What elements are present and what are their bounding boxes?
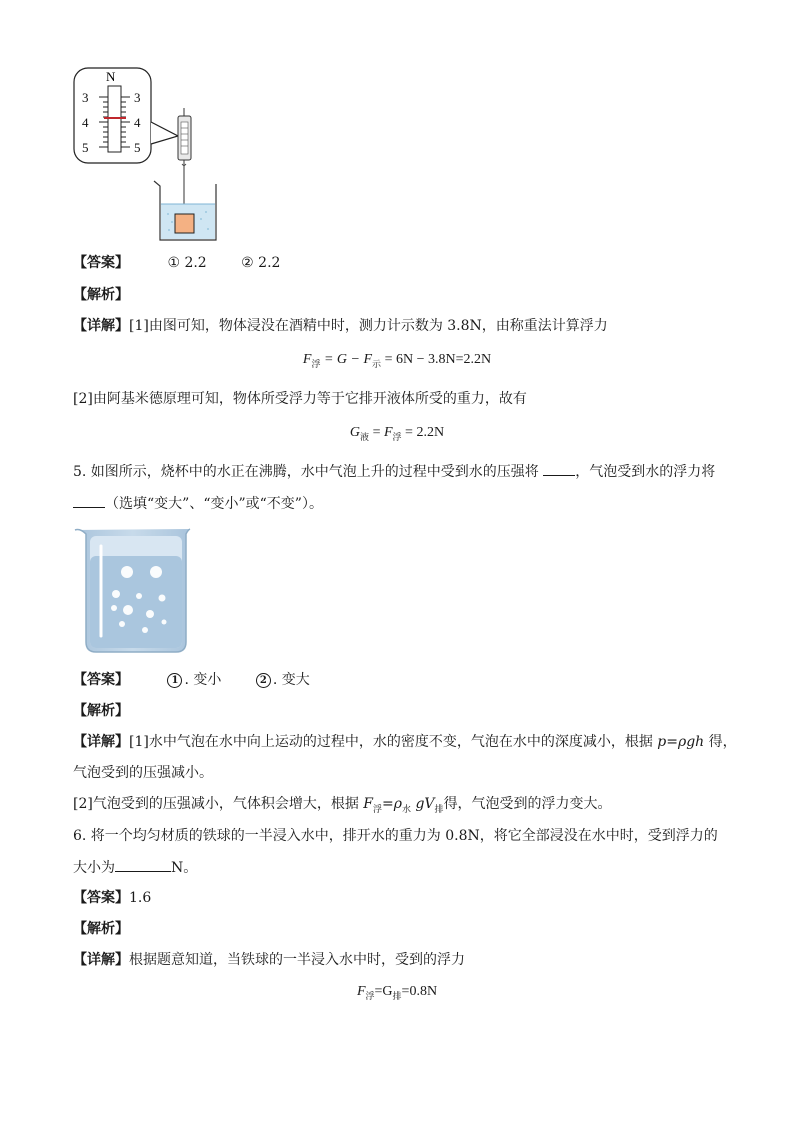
q4-answer-1: ① 2.2: [167, 255, 207, 271]
q5-detail-1c: 气泡受到的压强减小。: [73, 765, 213, 781]
spring-scale-figure: [70, 64, 220, 248]
q5-d2-sub-w: 水: [402, 804, 412, 815]
dial-unit-label: N: [106, 69, 116, 84]
q5-detail-1a: [1]水中气泡在水中向上运动的过程中，水的密度不变，气泡在水中的深度减小，根据: [129, 734, 653, 750]
q6-f-sub-p: 排: [392, 990, 402, 1001]
q4-formula-2: $G_液 = F_浮 = 2.2N$: [349, 425, 445, 442]
q5-d2-gv: gV: [415, 796, 435, 812]
q6-detail-row: [73, 950, 465, 970]
scale-left-4: 4: [82, 115, 89, 130]
q5-question-row-2: [73, 493, 323, 514]
q5-answer-num-1-icon: 1: [167, 673, 182, 688]
q4-analysis-label: 【解析】: [73, 287, 129, 303]
q6-f-mid: =G: [374, 984, 393, 999]
q5-blank-1: [543, 461, 575, 476]
q5-d2-sub-f: 浮: [373, 804, 383, 815]
q4-f1-tail: = 6N − 3.8N=2.2N: [381, 352, 492, 367]
boiling-beaker-figure: [72, 526, 196, 658]
q6-answer-label: 【答案】: [73, 890, 129, 906]
q5-analysis-label: 【解析】: [73, 703, 129, 719]
q5-detail-2-row: [73, 794, 612, 820]
q6-answer-row: [73, 888, 151, 908]
q6-question-b: 大小为: [73, 860, 115, 876]
q4-f1-rest: = G − F: [320, 352, 373, 367]
q4-detail-1-row: [73, 316, 608, 336]
scale-right-4: 4: [134, 115, 141, 130]
q6-formula: $F_浮=G_排=0.8N$: [356, 984, 438, 1001]
q6-question-row-2: [73, 857, 197, 878]
q4-f1-sub-show: 示: [372, 358, 382, 369]
q6-detail-label: 【详解】: [73, 952, 129, 968]
q5-blank-2: [73, 493, 105, 508]
scale-right-5: 5: [134, 140, 141, 155]
q5-detail-1b: 得，: [708, 734, 737, 750]
q4-answer-2: ② 2.2: [241, 255, 281, 271]
q5-question-a: 5. 如图所示，烧杯中的水正在沸腾，水中气泡上升的过程中受到水的压强将: [73, 464, 539, 480]
scale-left-3: 3: [82, 90, 89, 105]
scale-right-3: 3: [134, 90, 141, 105]
q4-detail-1: [1]由图可知，物体浸没在酒精中时，测力计示数为 3.8N，由称重法计算浮力: [129, 318, 608, 334]
q5-detail-1-row: [73, 732, 737, 752]
q5-answer-label: 【答案】: [73, 672, 129, 688]
q5-d2-sub-p: 排: [434, 804, 444, 815]
q6-detail-1: 根据题意知道，当铁球的一半浸入水中时，受到的浮力: [129, 952, 465, 968]
q6-f-sub-f: 浮: [365, 990, 375, 1001]
q4-f2-sub-f: 浮: [392, 431, 402, 442]
q5-answer-num-2-icon: 2: [256, 673, 271, 688]
q4-formula-1: $F_浮 = G - F_示 = 6N - 3.8N=2.2N$: [302, 352, 492, 369]
q4-answer-row: [73, 253, 280, 273]
q5-answer-2: 变大: [281, 672, 310, 688]
q6-question-c: N。: [171, 860, 198, 876]
q5-detail-1-formula: p=ρgh: [657, 734, 705, 750]
q4-f1-sub-f: 浮: [311, 358, 321, 369]
immersed-block: [175, 214, 194, 233]
q5-detail-2a: [2]气泡受到的压强减小，气体积会增大，根据: [73, 796, 359, 812]
q5-detail-2b: 得，气泡受到的浮力变大。: [443, 796, 612, 812]
q6-answer: 1.6: [129, 890, 152, 906]
q5-answer-1: 变小: [193, 672, 222, 688]
q4-detail-2: [2]由阿基米德原理可知，物体所受浮力等于它排开液体所受的重力，故有: [73, 391, 527, 407]
q4-f2-tail: = 2.2N: [401, 425, 445, 440]
q4-detail-label: 【详解】: [73, 318, 129, 334]
q5-d2-f: F: [363, 796, 374, 812]
q6-analysis-label: 【解析】: [73, 921, 129, 937]
q5-detail-label: 【详解】: [73, 734, 129, 750]
q6-f-tail: =0.8N: [401, 984, 438, 999]
q5-question-b: ，气泡受到水的浮力将: [575, 464, 716, 480]
q6-question-a: 6. 将一个均匀材质的铁球的一半浸入水中，排开水的重力为 0.8N，将它全部浸没在水中时，受到浮力的: [73, 828, 718, 844]
q6-blank: [115, 857, 171, 872]
q4-answer-label: 【答案】: [73, 255, 129, 271]
q5-answer-row: 【答案】 1 . 变小 2 . 变大: [73, 672, 310, 688]
q5-question-row-1: [73, 461, 715, 482]
q5-question-c: （选填“变大”、“变小”或“不变”）。: [105, 496, 323, 512]
scale-left-5: 5: [82, 140, 89, 155]
q4-f2-sub-g: 液: [360, 431, 370, 442]
q5-d2-mid: =ρ: [382, 796, 402, 812]
